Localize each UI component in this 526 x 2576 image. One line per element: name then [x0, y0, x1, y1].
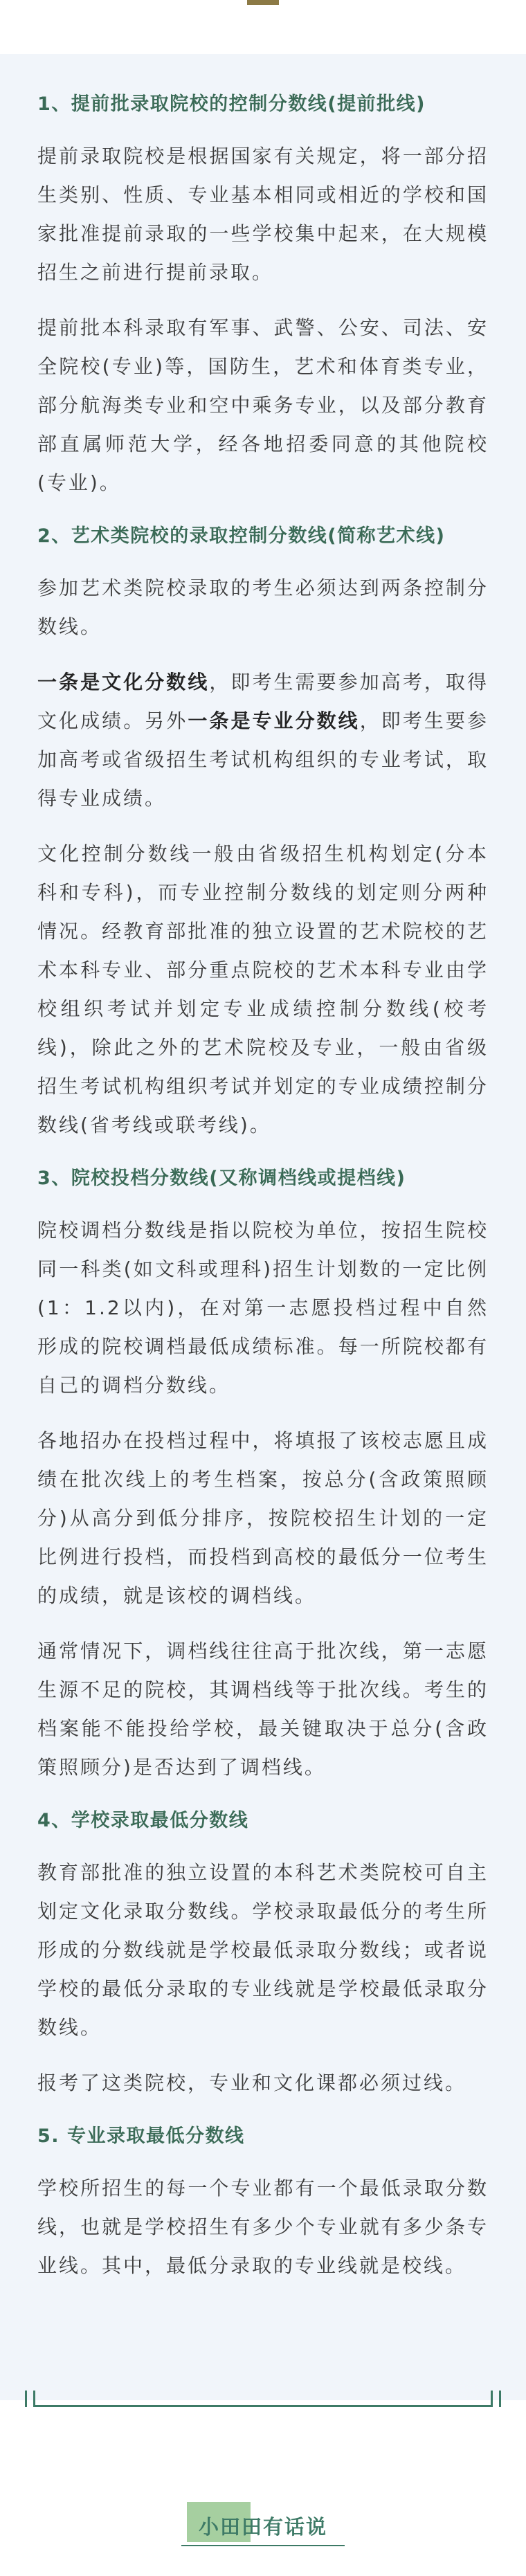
section-heading: 2、艺术类院校的录取控制分数线(简称艺术线): [37, 525, 446, 547]
paragraph: 通常情况下，调档线往往高于批次线，第一志愿生源不足的院校，其调档线等于批次线。考生的档案能不能投给学校，最关键取决于总分(含政策照顾分)是否达到了调档线。: [37, 1640, 489, 1779]
article-content: [37, 87, 489, 2302]
paragraph: 一条是文化分数线，即考生需要参加高考，取得文化成绩。另外一条是专业分数线，即考生要参加高考或省级招生考试机构组织的专业考试，取得专业成绩。: [37, 671, 489, 810]
section-heading: 5. 专业录取最低分数线: [37, 2125, 245, 2147]
paragraph: 各地招办在投档过程中，将填报了该校志愿且成绩在批次线上的考生档案，按总分(含政策照顾分)从高分到低分排序，按院校招生计划的一定比例进行投档，而投档到高校的最低分一位考生的成绩，就是该校的调档线。: [37, 1429, 489, 1607]
paragraph: 参加艺术类院校录取的考生必须达到两条控制分数线。: [37, 577, 489, 638]
section-1: [37, 87, 489, 502]
section-heading: 4、学校录取最低分数线: [37, 1810, 249, 1831]
article-card: [0, 54, 526, 2400]
top-decoration: [247, 0, 279, 5]
paragraph: 提前录取院校是根据国家有关规定，将一部分招生类别、性质、专业基本相同或相近的学校和国家批准提前录取的一些学校集中起来，在大规模招生之前进行提前录取。: [37, 145, 489, 284]
section-5: [37, 2119, 489, 2285]
signature-text: 小田田有话说: [198, 2515, 327, 2539]
emphasis-text: 一条是专业分数线: [188, 709, 360, 732]
section-4: [37, 1804, 489, 2103]
section-2: [37, 519, 489, 1145]
closing-bracket-divider: [25, 2389, 501, 2407]
paragraph: 提前批本科录取有军事、武警、公安、司法、安全院校(专业)等，国防生，艺术和体育类专业，部分航海类专业和空中乘务专业，以及部分教育部直属师范大学，经各地招委同意的其他院校(专业)。: [37, 316, 489, 494]
paragraph: 文化控制分数线一般由省级招生机构划定(分本科和专科)，而专业控制分数线的划定则分两种情况。经教育部批准的独立设置的艺术院校的艺术本科专业、部分重点院校的艺术本科专业由学校组织考试并划定专业成绩控制分数线(校考线)，除此之外的艺术院校及专业，一般由省级招生考试机构组织考试并划定的专业成绩控制分数线(省考线或联考线)。: [37, 842, 489, 1136]
paragraph: 报考了这类院校，专业和文化课都必须过线。: [37, 2071, 467, 2094]
paragraph: 院校调档分数线是指以院校为单位，按招生院校同一科类(如文科或理科)招生计划数的一定比例(1：1.2以内)，在对第一志愿投档过程中自然形成的院校调档最低成绩标准。每一所院校都有自己的调档分数线。: [37, 1219, 489, 1397]
section-heading: 1、提前批录取院校的控制分数线(提前批线): [37, 93, 426, 115]
signature-block: [181, 2502, 345, 2543]
section-3: [37, 1161, 489, 1787]
emphasis-text: 一条是文化分数线: [37, 671, 210, 693]
paragraph: 教育部批准的独立设置的本科艺术类院校可自主划定文化录取分数线。学校录取最低分的考生所形成的分数线就是学校最低录取分数线；或者说学校的最低分录取的专业线就是学校最低录取分数线。: [37, 1861, 489, 2039]
section-heading: 3、院校投档分数线(又称调档线或提档线): [37, 1168, 406, 1189]
signature-underline: [181, 2545, 345, 2546]
paragraph: 学校所招生的每一个专业都有一个最低录取分数线，也就是学校招生有多少个专业就有多少条专业线。其中，最低分录取的专业线就是校线。: [37, 2177, 489, 2277]
